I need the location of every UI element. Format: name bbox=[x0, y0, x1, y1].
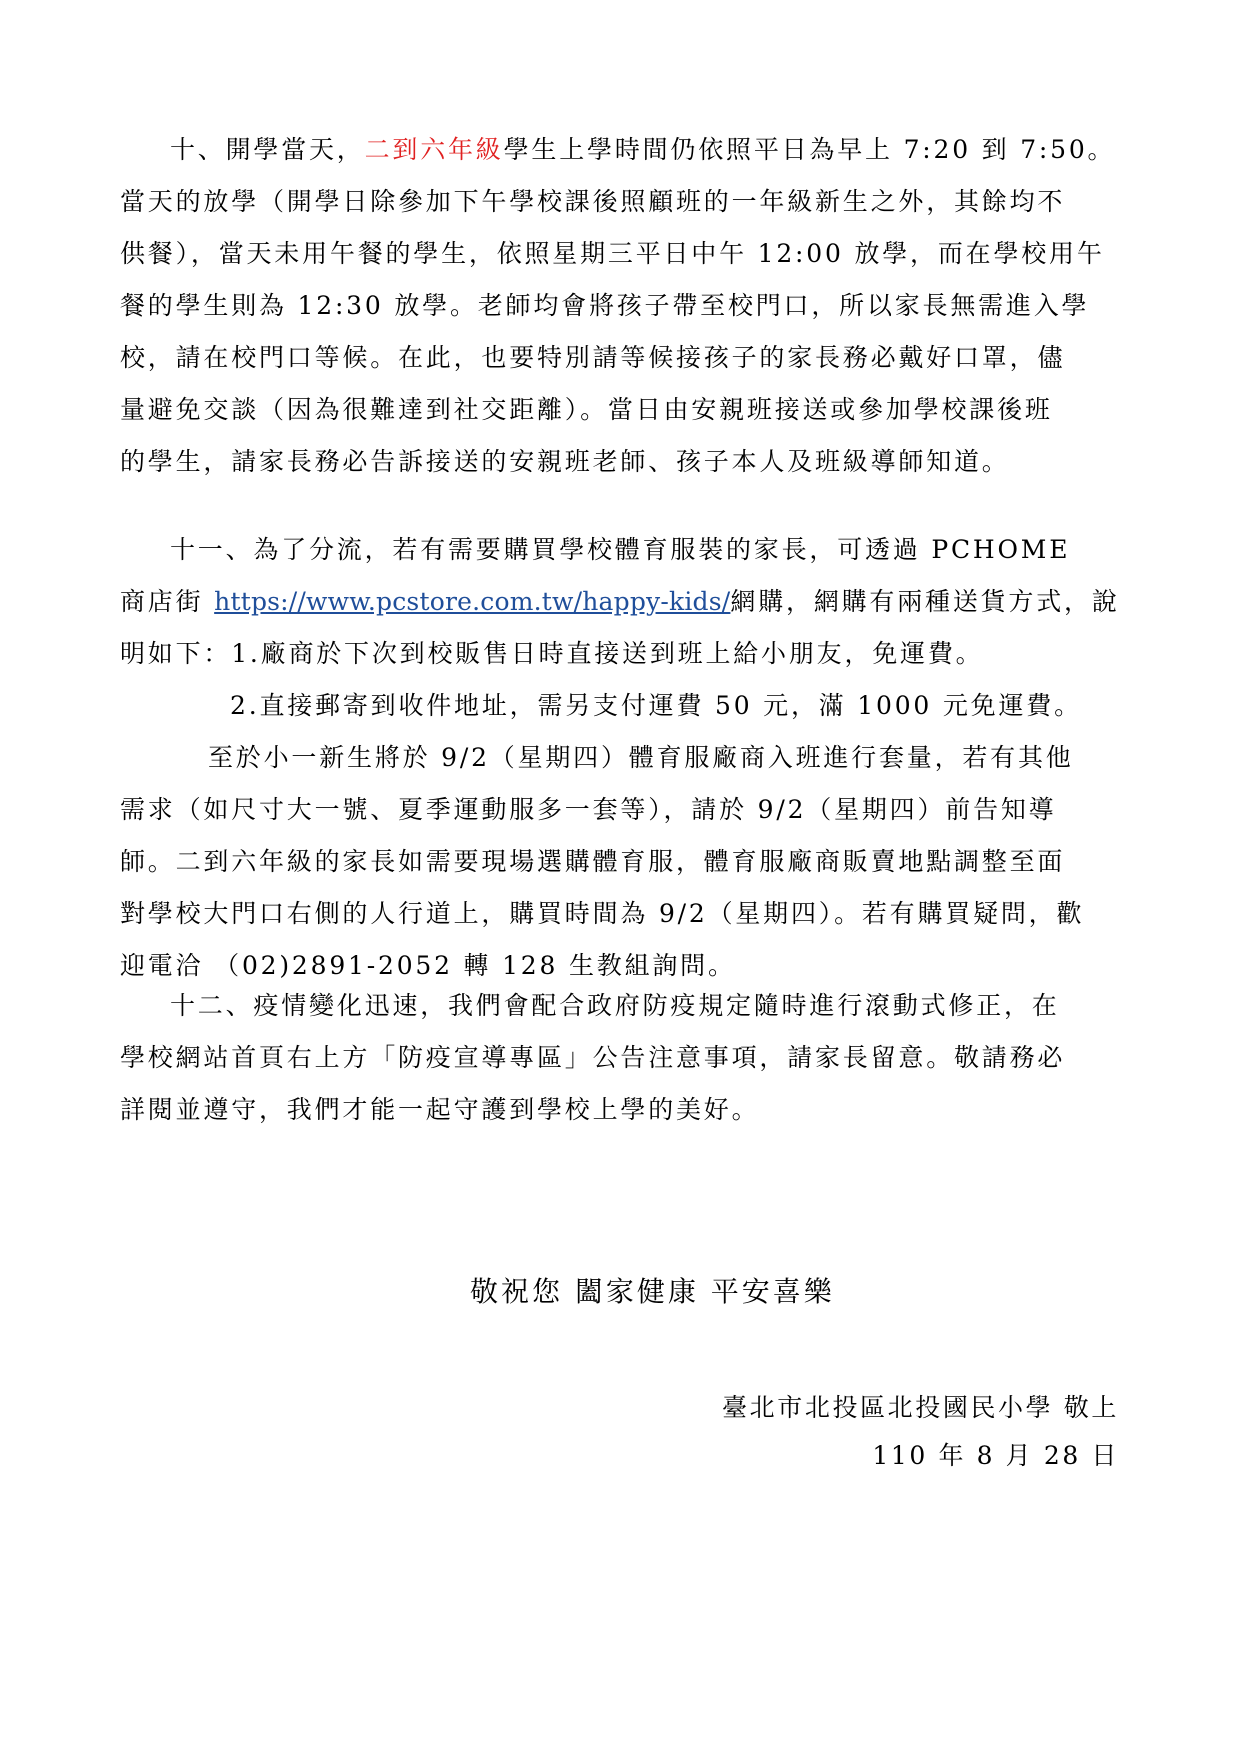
section-ten bbox=[120, 124, 1120, 488]
pcstore-link[interactable]: https://www.pcstore.com.tw/happy-kids/ bbox=[214, 587, 731, 616]
section-eleven-line-7: 師。二到六年級的家長如需要現場選購體育服，體育服廠商販賣地點調整至面 bbox=[120, 847, 1066, 876]
section-eleven bbox=[120, 524, 1120, 992]
section-twelve-line-3: 詳閱並遵守，我們才能一起守護到學校上學的美好。 bbox=[120, 1095, 760, 1124]
section-eleven-line-3: 明如下：1.廠商於下次到校販售日時直接送到班上給小朋友，免運費。 bbox=[120, 639, 984, 668]
section-eleven-line-2: 商店街 https://www.pcstore.com.tw/happy-kids/網購，網購有兩種送貨方式，說 bbox=[120, 587, 1120, 616]
closing-greeting: 敬祝您 闔家健康 平安喜樂 bbox=[470, 1275, 835, 1308]
section-eleven-line-8: 對學校大門口右側的人行道上，購買時間為 9/2（星期四）。若有購買疑問，歡 bbox=[120, 899, 1085, 928]
section-ten-line-4: 餐的學生則為 12:30 放學。老師均會將孩子帶至校門口，所以家長無需進入學 bbox=[120, 291, 1090, 320]
section-ten-line-2: 當天的放學（開學日除參加下午學校課後照顧班的一年級新生之外，其餘均不 bbox=[120, 187, 1066, 216]
section-eleven-line-4: 2.直接郵寄到收件地址，需另支付運費 50 元，滿 1000 元免運費。 bbox=[230, 691, 1082, 720]
section-ten-line-3: 供餐），當天未用午餐的學生，依照星期三平日中午 12:00 放學，而在學校用午 bbox=[120, 239, 1105, 268]
section-ten-line-5: 校，請在校門口等候。在此，也要特別請等候接孩子的家長務必戴好口罩，儘 bbox=[120, 343, 1066, 372]
section-ten-line-1: 十、開學當天，二到六年級學生上學時間仍依照平日為早上 7:20 到 7:50。 bbox=[170, 135, 1116, 164]
section-twelve bbox=[120, 980, 1120, 1136]
section-eleven-line-1: 十一、為了分流，若有需要購買學校體育服裝的家長，可透過 PCHOME bbox=[170, 535, 1071, 564]
section-twelve-line-2: 學校網站首頁右上方「防疫宣導專區」公告注意事項，請家長留意。敬請務必 bbox=[120, 1043, 1066, 1072]
section-ten-line-7: 的學生，請家長務必告訴接送的安親班老師、孩子本人及班級導師知道。 bbox=[120, 447, 1010, 476]
grade-highlight: 二到六年級 bbox=[364, 135, 504, 164]
section-twelve-line-1: 十二、疫情變化迅速，我們會配合政府防疫規定隨時進行滾動式修正，在 bbox=[170, 991, 1060, 1020]
signature-school: 臺北市北投區北投國民小學 敬上 bbox=[722, 1393, 1119, 1422]
signature-date: 110 年 8 月 28 日 bbox=[872, 1441, 1119, 1470]
section-eleven-line-5: 至於小一新生將於 9/2（星期四）體育服廠商入班進行套量，若有其他 bbox=[208, 743, 1074, 772]
section-eleven-line-9: 迎電洽 （02)2891-2052 轉 128 生教組詢問。 bbox=[120, 951, 736, 980]
section-ten-line-6: 量避免交談（因為很難達到社交距離）。當日由安親班接送或參加學校課後班 bbox=[120, 395, 1053, 424]
section-eleven-line-6: 需求（如尺寸大一號、夏季運動服多一套等），請於 9/2（星期四）前告知導 bbox=[120, 795, 1057, 824]
